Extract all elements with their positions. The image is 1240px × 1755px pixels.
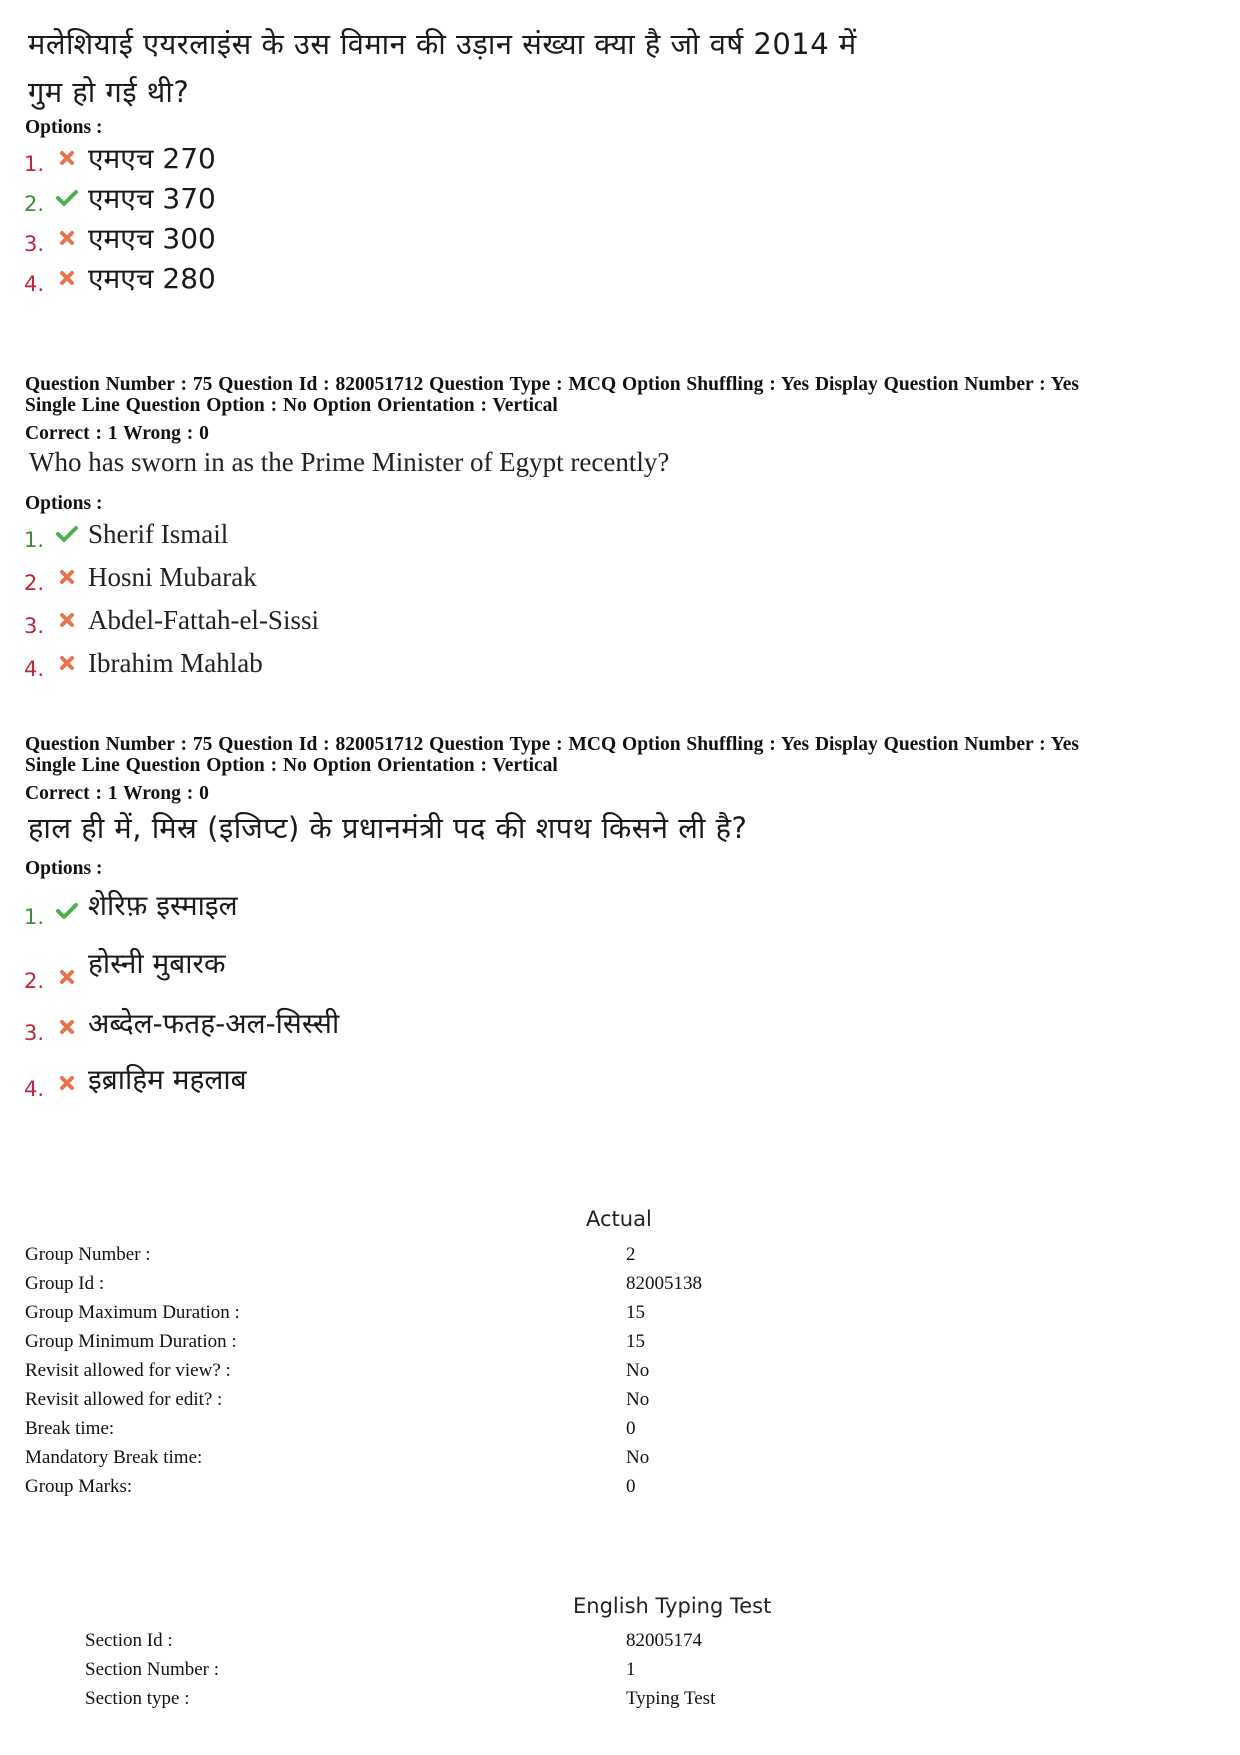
section-number-label: Section Number : [85, 1659, 220, 1680]
section-id-value: 82005174 [626, 1630, 702, 1651]
group-id-value: 82005138 [626, 1273, 702, 1294]
option-number: 3. [24, 232, 45, 256]
question-meta-line2: Single Line Question Option : No Option Orientation : Vertical [25, 395, 558, 416]
cross-icon [54, 270, 80, 286]
options-label: Options : [25, 117, 103, 138]
option-number: 2. [24, 192, 45, 216]
option-row [24, 218, 216, 258]
section-id-label: Section Id : [85, 1630, 173, 1651]
cross-icon [54, 612, 80, 628]
option-row [24, 514, 228, 554]
section-number-value: 1 [626, 1659, 636, 1680]
group-heading: Actual [586, 1207, 652, 1231]
revisit-edit-label: Revisit allowed for edit? : [25, 1389, 223, 1410]
group-min-duration-value: 15 [626, 1331, 645, 1352]
option-row [24, 557, 257, 597]
section-heading: English Typing Test [573, 1594, 772, 1618]
option-number: 2. [24, 969, 45, 993]
question-marks: Correct : 1 Wrong : 0 [25, 783, 209, 804]
option-row [24, 138, 216, 178]
option-row [24, 178, 216, 218]
option-text: एमएच 370 [88, 182, 216, 215]
revisit-view-label: Revisit allowed for view? : [25, 1360, 231, 1381]
section-type-label: Section type : [85, 1688, 190, 1709]
option-text: होस्नी मुबारक [88, 947, 226, 980]
question-text-line2: गुम हो गई थी? [28, 75, 190, 109]
option-number: 3. [24, 1021, 45, 1045]
group-marks-value: 0 [626, 1476, 636, 1497]
option-text: एमएच 300 [88, 222, 216, 255]
question-meta-line2: Single Line Question Option : No Option Orientation : Vertical [25, 755, 558, 776]
question-marks: Correct : 1 Wrong : 0 [25, 423, 209, 444]
option-row [24, 600, 319, 640]
question-text-line1: मलेशियाई एयरलाइंस के उस विमान की उड़ान संख्या क्या है जो वर्ष 2014 में [28, 27, 857, 61]
check-icon [54, 189, 80, 207]
group-id-label: Group Id : [25, 1273, 105, 1294]
check-icon [54, 902, 80, 920]
option-text: शेरिफ़ इस्माइल [88, 889, 238, 922]
option-text: Ibrahim Mahlab [88, 647, 263, 678]
option-text: एमएच 270 [88, 142, 216, 175]
option-text: अब्देल-फतह-अल-सिस्सी [88, 1007, 340, 1040]
cross-icon [54, 569, 80, 585]
break-time-value: 0 [626, 1418, 636, 1439]
option-number: 4. [24, 1077, 45, 1101]
revisit-edit-value: No [626, 1389, 650, 1410]
options-label: Options : [25, 858, 103, 879]
option-text: Abdel-Fattah-el-Sissi [88, 604, 319, 635]
cross-icon [54, 1019, 80, 1035]
option-text: इब्राहिम महलाब [88, 1063, 247, 1096]
mandatory-break-label: Mandatory Break time: [25, 1447, 203, 1468]
option-row [24, 888, 238, 934]
question-meta-line1: Question Number : 75 Question Id : 820051712 Question Type : MCQ Option Shuffling : Yes Display Question Number : Yes [25, 374, 1079, 395]
cross-icon [54, 1075, 80, 1091]
option-number: 1. [24, 528, 45, 552]
option-text: Hosni Mubarak [88, 561, 257, 592]
question-text: हाल ही में, मिस्र (इजिप्ट) के प्रधानमंत्री पद की शपथ किसने ली है? [28, 811, 748, 845]
question-text: Who has sworn in as the Prime Minister of Egypt recently? [29, 447, 670, 477]
options-label: Options : [25, 493, 103, 514]
option-row [24, 258, 216, 298]
group-marks-label: Group Marks: [25, 1476, 133, 1497]
cross-icon [54, 969, 80, 985]
cross-icon [54, 655, 80, 671]
group-min-duration-label: Group Minimum Duration : [25, 1331, 237, 1352]
option-text: एमएच 280 [88, 262, 216, 295]
break-time-label: Break time: [25, 1418, 115, 1439]
option-number: 2. [24, 571, 45, 595]
section-type-value: Typing Test [626, 1688, 716, 1709]
option-number: 3. [24, 614, 45, 638]
question-meta-line1: Question Number : 75 Question Id : 820051712 Question Type : MCQ Option Shuffling : Yes Display Question Number : Yes [25, 734, 1079, 755]
option-number: 1. [24, 152, 45, 176]
group-max-duration-value: 15 [626, 1302, 645, 1323]
check-icon [54, 525, 80, 543]
option-number: 1. [24, 905, 45, 929]
group-max-duration-label: Group Maximum Duration : [25, 1302, 240, 1323]
mandatory-break-value: No [626, 1447, 650, 1468]
option-number: 4. [24, 657, 45, 681]
option-number: 4. [24, 272, 45, 296]
cross-icon [54, 150, 80, 166]
group-number-label: Group Number : [25, 1244, 151, 1265]
cross-icon [54, 230, 80, 246]
option-row [24, 643, 263, 683]
option-text: Sherif Ismail [88, 518, 229, 549]
option-row [24, 1060, 247, 1106]
option-row [24, 946, 225, 996]
group-number-value: 2 [626, 1244, 636, 1265]
revisit-view-value: No [626, 1360, 650, 1381]
option-row [24, 1004, 339, 1050]
